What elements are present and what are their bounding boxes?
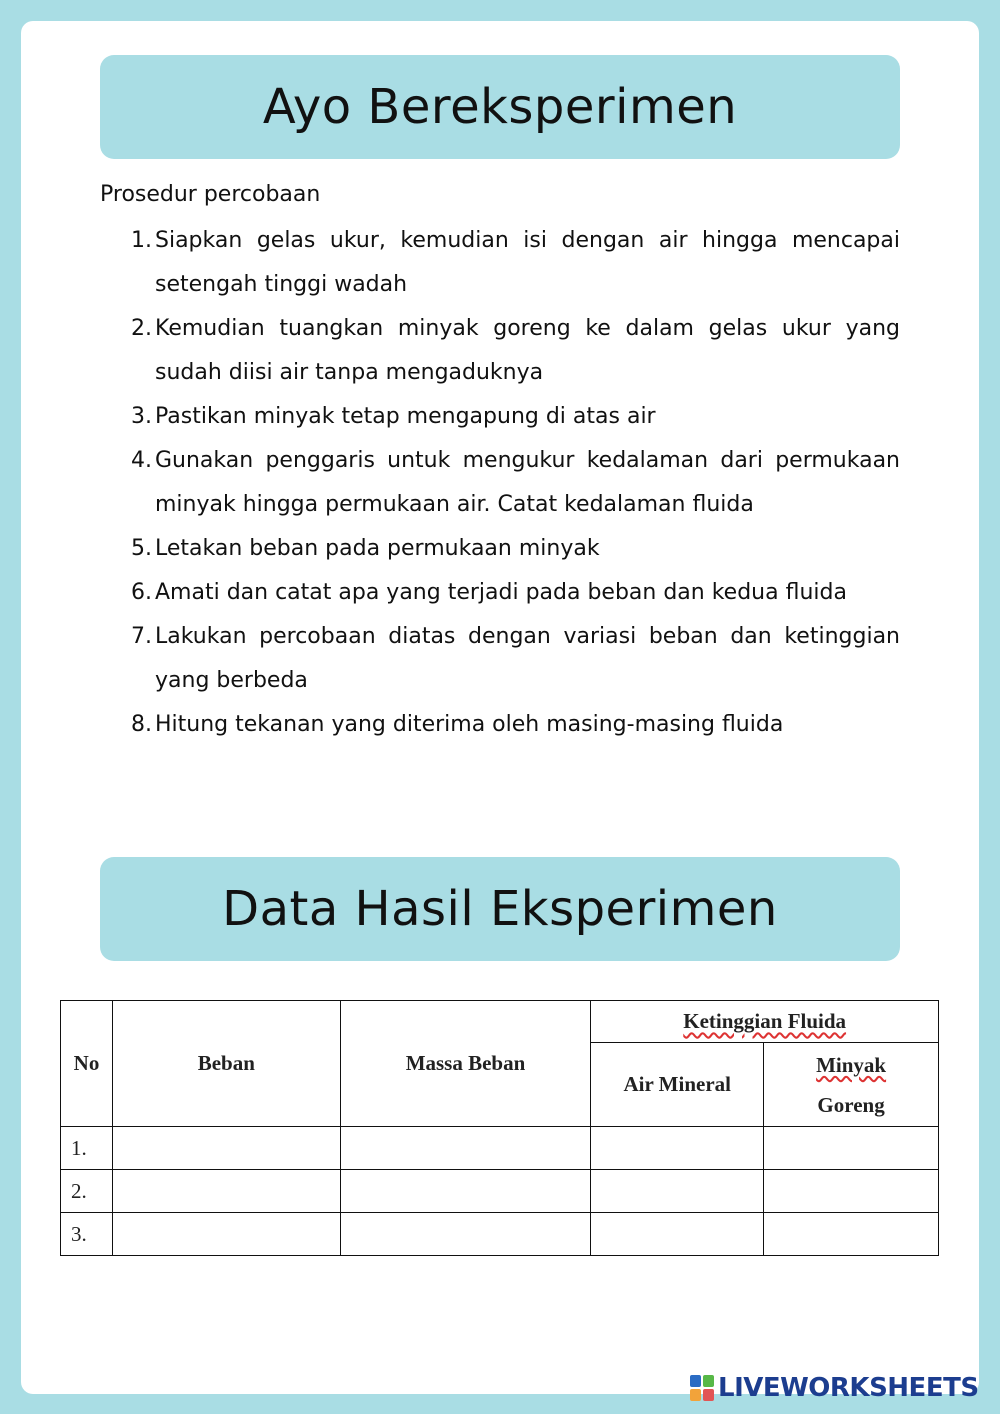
row-number: 3. xyxy=(61,1213,113,1256)
list-item: 6. Amati dan catat apa yang terjadi pada beban dan kedua fluida xyxy=(131,580,847,605)
section-title-banner xyxy=(100,55,900,159)
minyak-goreng-cell[interactable] xyxy=(764,1127,939,1170)
header-air-mineral: Air Mineral xyxy=(591,1043,764,1127)
air-mineral-cell[interactable] xyxy=(591,1170,764,1213)
list-item: 2. Kemudian tuangkan minyak goreng ke dalam gelas ukur yang sudah diisi air tanpa mengaduknya xyxy=(131,316,900,385)
header-ketinggian-fluida: Ketinggian Fluida xyxy=(591,1001,939,1043)
massa-beban-cell[interactable] xyxy=(340,1127,591,1170)
header-beban: Beban xyxy=(112,1001,340,1127)
minyak-goreng-cell[interactable] xyxy=(764,1170,939,1213)
table-row xyxy=(61,1127,939,1170)
liveworksheets-icon xyxy=(690,1375,714,1401)
row-number: 2. xyxy=(61,1170,113,1213)
beban-cell[interactable] xyxy=(112,1213,340,1256)
air-mineral-cell[interactable] xyxy=(591,1127,764,1170)
results-table xyxy=(60,1000,939,1256)
list-item: 1. Siapkan gelas ukur, kemudian isi dengan air hingga mencapai setengah tinggi wadah xyxy=(131,228,900,297)
header-minyak-goreng: Minyak Goreng xyxy=(764,1043,939,1127)
massa-beban-cell[interactable] xyxy=(340,1170,591,1213)
section-title: Ayo Bereksperimen xyxy=(262,79,738,135)
header-no: No xyxy=(61,1001,113,1127)
list-item: 5. Letakan beban pada permukaan minyak xyxy=(131,536,600,561)
row-number: 1. xyxy=(61,1127,113,1170)
section-title-banner xyxy=(100,857,900,961)
minyak-goreng-cell[interactable] xyxy=(764,1213,939,1256)
list-item: 8. Hitung tekanan yang diterima oleh masing-masing fluida xyxy=(131,712,784,737)
table-row xyxy=(61,1170,939,1213)
list-item: 7. Lakukan percobaan diatas dengan variasi beban dan ketinggian yang berbeda xyxy=(131,624,900,693)
table-header-row xyxy=(61,1001,939,1043)
list-item: 3. Pastikan minyak tetap mengapung di atas air xyxy=(131,404,656,429)
air-mineral-cell[interactable] xyxy=(591,1213,764,1256)
massa-beban-cell[interactable] xyxy=(340,1213,591,1256)
section-title: Data Hasil Eksperimen xyxy=(222,881,778,937)
header-massa-beban: Massa Beban xyxy=(340,1001,591,1127)
list-item: 4. Gunakan penggaris untuk mengukur kedalaman dari permukaan minyak hingga permukaan air. Catat kedalaman fluida xyxy=(131,448,900,517)
beban-cell[interactable] xyxy=(112,1170,340,1213)
table-row xyxy=(61,1213,939,1256)
brand-name: LIVEWORKSHEETS xyxy=(718,1373,979,1403)
procedure-heading: Prosedur percobaan xyxy=(100,182,321,207)
beban-cell[interactable] xyxy=(112,1127,340,1170)
liveworksheets-logo xyxy=(690,1371,979,1405)
procedure-list xyxy=(100,219,900,747)
